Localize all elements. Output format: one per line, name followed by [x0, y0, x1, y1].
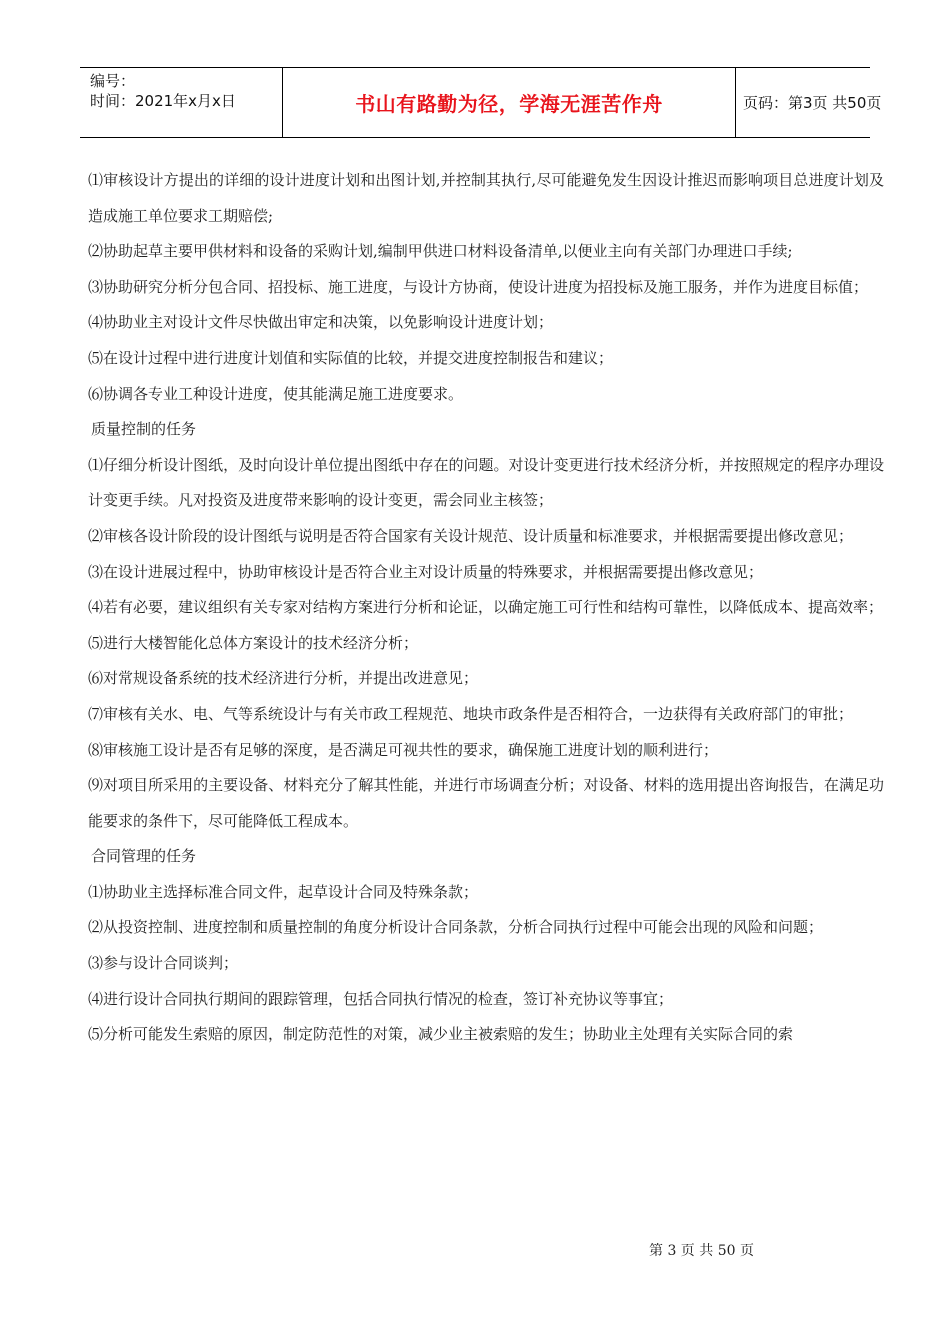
section-heading-quality: 质量控制的任务 — [91, 420, 197, 439]
paragraph: ⑷协助业主对设计文件尽快做出审定和决策，以免影响设计进度计划； — [88, 313, 554, 332]
section-heading-contract: 合同管理的任务 — [91, 847, 197, 866]
paragraph: ⑸进行大楼智能化总体方案设计的技术经济分析； — [88, 633, 419, 652]
paragraph: ⑼对项目所采用的主要设备、材料充分了解其性能，并进行市场调查分析；对设备、材料的选用提出咨询报告，在满足功能要求的条件下，尽可能降低工程成本。 — [88, 776, 884, 830]
paragraph: ⑻审核施工设计是否有足够的深度，是否满足可视共性的要求，确保施工进度计划的顺利进行； — [88, 740, 719, 759]
paragraph: ⑵审核各设计阶段的设计图纸与说明是否符合国家有关设计规范、设计质量和标准要求，并根据需要提出修改意见； — [88, 526, 854, 545]
header-meta-cell — [80, 68, 282, 137]
paragraph: ⑵协助起草主要甲供材料和设备的采购计划,编制甲供进口材料设备清单,以便业主向有关部门办理进口手续; — [88, 242, 793, 261]
paragraph: ⑴协助业主选择标准合同文件，起草设计合同及特殊条款； — [88, 882, 479, 901]
paragraph: ⑶在设计进展过程中，协助审核设计是否符合业主对设计质量的特殊要求，并根据需要提出修改意见； — [88, 562, 764, 581]
paragraph: ⑹协调各专业工种设计进度，使其能满足施工进度要求。 — [88, 384, 464, 403]
document-body — [88, 163, 884, 1053]
paragraph: ⑴审核设计方提出的详细的设计进度计划和出图计划,并控制其执行,尽可能避免发生因设计推迟而影响项目总进度计划及造成施工单位要求工期赔偿; — [88, 171, 884, 225]
paragraph: ⑴仔细分析设计图纸，及时向设计单位提出图纸中存在的问题。对设计变更进行技术经济分析，并按照规定的程序办理设计变更手续。凡对投资及进度带来影响的设计变更，需会同业主核签； — [88, 455, 884, 510]
paragraph: ⑶协助研究分析分包合同、招投标、施工进度，与设计方协商，使设计进度为招投标及施工服务，并作为进度目标值； — [88, 277, 869, 296]
header-page-cell — [735, 68, 882, 137]
paragraph: ⑷进行设计合同执行期间的跟踪管理，包括合同执行情况的检查，签订补充协议等事宜； — [88, 989, 674, 1008]
paragraph: ⑷若有必要，建议组织有关专家对结构方案进行分析和论证，以确定施工可行性和结构可靠性，以降低成本、提高效率； — [88, 598, 884, 617]
paragraph: ⑸在设计过程中进行进度计划值和实际值的比较，并提交进度控制报告和建议； — [88, 348, 614, 367]
document-number-label: 编号： — [90, 72, 136, 90]
page-footer: 第 3 页 共 50 页 — [649, 1243, 754, 1259]
paragraph: ⑵从投资控制、进度控制和质量控制的角度分析设计合同条款，分析合同执行过程中可能会出现的风险和问题； — [88, 918, 824, 937]
paragraph: ⑶参与设计合同谈判； — [88, 954, 239, 973]
header-motto-cell — [282, 68, 736, 137]
page-header — [80, 67, 882, 138]
document-time-label: 时间：2021年x月x日 — [90, 92, 236, 110]
paragraph: ⑺审核有关水、电、气等系统设计与有关市政工程规范、地块市政条件是否相符合，一边获得有关政府部门的审批； — [88, 704, 854, 723]
paragraph: ⑹对常规设备系统的技术经济进行分析，并提出改进意见； — [88, 669, 479, 688]
paragraph: ⑸分析可能发生索赔的原因，制定防范性的对策，减少业主被索赔的发生；协助业主处理有关实际合同的索 — [88, 1025, 794, 1044]
header-motto: 书山有路勤为径，学海无涯苦作舟 — [355, 92, 663, 116]
header-page-info: 页码：第3页 共50页 — [743, 94, 882, 112]
